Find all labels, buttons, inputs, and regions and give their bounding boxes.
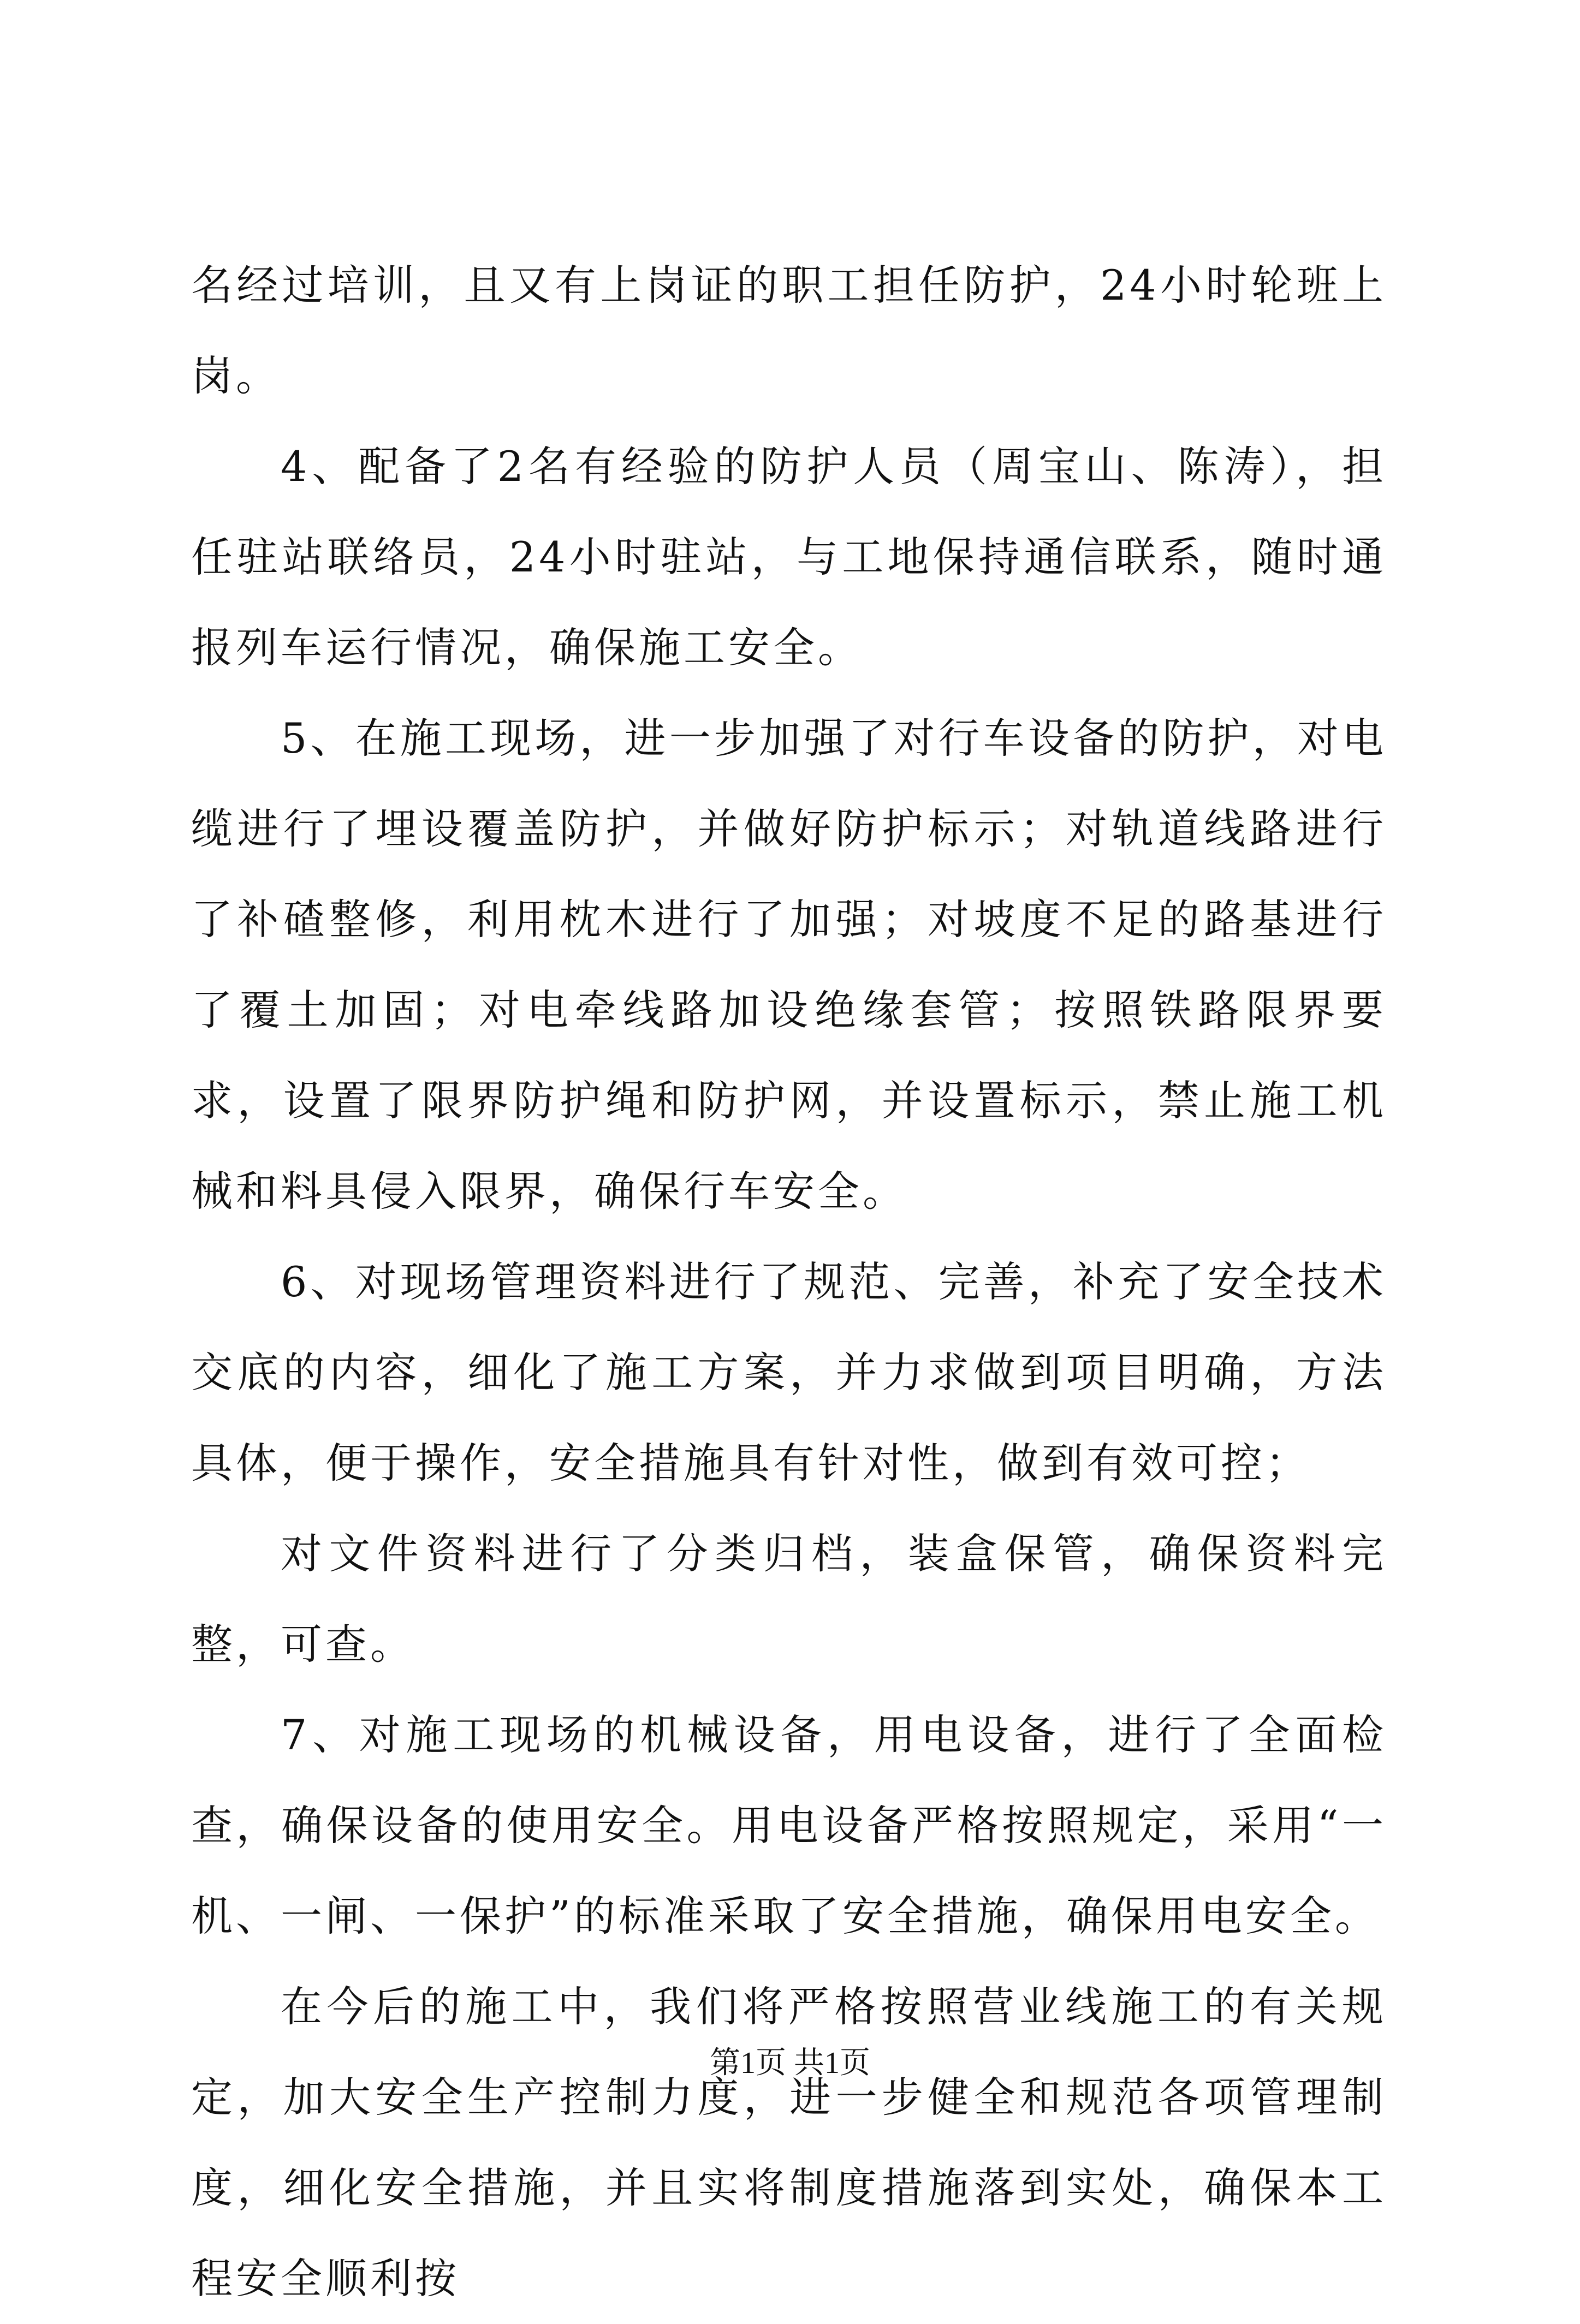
document-body <box>191 240 1387 2324</box>
paragraph-future-work: 在今后的施工中，我们将严格按照营业线施工的有关规定，加大安全生产控制力度，进一步健全和规范各项管理制度，细化安全措施，并且实将制度措施落到实处，确保本工程安全顺利按 <box>191 1982 1387 2303</box>
paragraph-item-4: 4、配备了2名有经验的防护人员（周宝山、陈涛），担任驻站联络员，24小时驻站，与工地保持通信联系，随时通报列车运行情况，确保施工安全。 <box>191 442 1387 672</box>
page-footer: 第1页 共1页 <box>710 2046 870 2080</box>
paragraph-file-archiving: 对文件资料进行了分类归档，装盒保管，确保资料完整，可查。 <box>191 1529 1387 1668</box>
paragraph-item-7: 7、对施工现场的机械设备，用电设备，进行了全面检查，确保设备的使用安全。用电设备严格按照规定，采用“一机、一闸、一保护”的标准采取了安全措施，确保用电安全。 <box>191 1711 1387 1940</box>
paragraph-item-5: 5、在施工现场，进一步加强了对行车设备的防护，对电缆进行了埋设覆盖防护，并做好防护标示；对轨道线路进行了补碴整修，利用枕木进行了加强；对坡度不足的路基进行了覆土加固；对电牵线路加设绝缘套管；按照铁路限界要求，设置了限界防护绳和防护网，并设置标示，禁止施工机械和料具侵入限界，确保行车安全。 <box>191 714 1387 1215</box>
paragraph-continuation: 名经过培训，且又有上岗证的职工担任防护，24小时轮班上岗。 <box>191 261 1387 400</box>
paragraph-item-6: 6、对现场管理资料进行了规范、完善，补充了安全技术交底的内容，细化了施工方案，并力求做到项目明确，方法具体，便于操作，安全措施具有针对性，做到有效可控； <box>191 1258 1387 1487</box>
